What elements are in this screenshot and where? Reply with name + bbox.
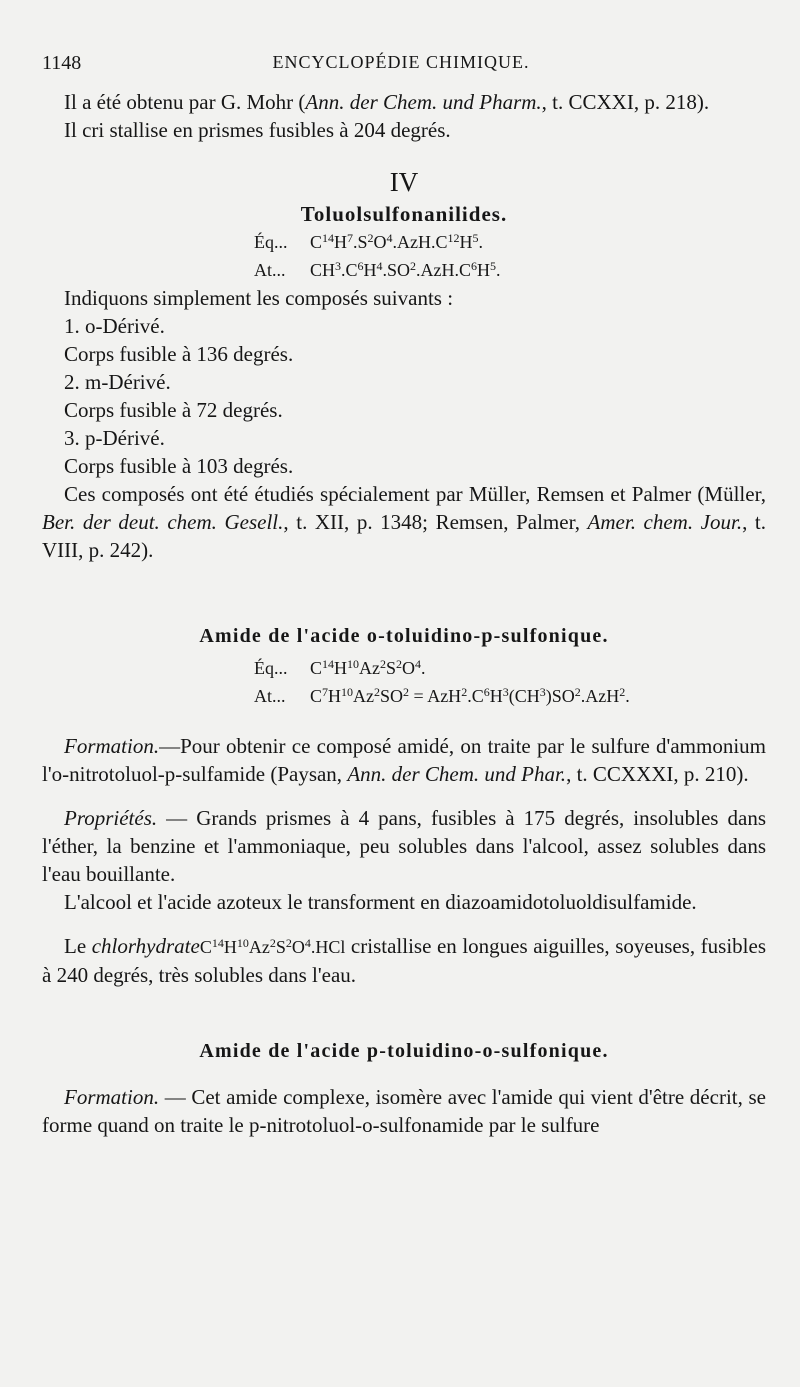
formula-superscript: 4 xyxy=(415,657,422,671)
text: , t. VIII, p. 242). xyxy=(42,510,766,562)
derivative-2: 2. m-Dérivé. xyxy=(64,370,171,394)
derivative-3-desc: Corps fusible à 103 degrés. xyxy=(64,454,294,478)
paragraph-formation-1 xyxy=(42,732,766,788)
formula-part: C xyxy=(310,686,323,706)
formula-superscript: 2 xyxy=(367,231,374,245)
formula-part: H xyxy=(328,686,342,706)
formula-eq-2 xyxy=(254,654,766,682)
formula-superscript: 7 xyxy=(347,231,354,245)
heading-o-toluidino: Amide de l'acide o-toluidino-p-sulfonique. xyxy=(199,625,609,647)
formula-part: SO xyxy=(380,686,404,706)
paragraph-mohr xyxy=(42,88,766,116)
formula-part: H xyxy=(489,686,503,706)
formula-part: Az xyxy=(248,937,270,957)
formula-text xyxy=(310,232,483,252)
formula-superscript: 6 xyxy=(471,259,478,273)
formula-superscript: 10 xyxy=(341,685,354,699)
paragraph-alcool: L'alcool et l'acide azoteux le transforment en diazoamidotoluoldisulfamide. xyxy=(64,890,697,914)
formula-superscript: 2 xyxy=(380,657,387,671)
paragraph-chlorhydrate xyxy=(42,932,766,989)
formula-part: H xyxy=(459,232,473,252)
formula-superscript: 2 xyxy=(396,657,403,671)
formula-superscript: 4 xyxy=(304,936,311,950)
formula-part: . xyxy=(496,260,501,280)
formula-part: . xyxy=(625,686,630,706)
formula-part: .C xyxy=(341,260,358,280)
formula-text xyxy=(310,260,501,280)
formula-superscript: 6 xyxy=(357,259,364,273)
text: — Cet amide complexe, isomère avec l'amide qui vient d'être décrit, se forme quand on traite le p-nitrotoluol-o-sulfonamide par le sulfure xyxy=(42,1085,766,1137)
text: cristallise en longues aiguilles, soyeuses, fusibles à 240 degrés, très solubles dans l'eau. xyxy=(42,934,766,987)
text: , t. CCXXXI, p. 210). xyxy=(566,762,749,786)
formula-part: H xyxy=(477,260,491,280)
term: chlorhydrate xyxy=(91,934,200,958)
formula-superscript: 10 xyxy=(347,657,360,671)
formula-superscript: 14 xyxy=(211,936,224,950)
formula-superscript: 2 xyxy=(619,685,626,699)
text: —Pour obtenir ce composé amidé, on traite par le sulfure d'ammonium l'o-nitrotoluol-p-sulfamide (Paysan, xyxy=(42,734,766,786)
formula-text xyxy=(200,937,346,957)
citation: Amer. chem. Jour. xyxy=(587,510,743,534)
formula-part: Az xyxy=(353,686,375,706)
derivative-2-desc: Corps fusible à 72 degrés. xyxy=(64,398,283,422)
label: Formation. xyxy=(64,1085,160,1109)
derivative-1: 1. o-Dérivé. xyxy=(64,314,165,338)
formula-part: = AzH xyxy=(409,686,462,706)
text: Ces composés ont été étudiés spécialement par Müller, Remsen et Palmer (Müller, xyxy=(64,482,766,506)
formula-part: Az xyxy=(359,658,381,678)
formula-label: At... xyxy=(254,686,286,706)
formula-superscript: 2 xyxy=(461,685,468,699)
formula-superscript: 2 xyxy=(269,936,276,950)
formula-superscript: 4 xyxy=(376,259,383,273)
formula-part: O xyxy=(291,937,305,957)
running-title: ENCYCLOPÉDIE CHIMIQUE. xyxy=(272,52,530,72)
section-number: IV xyxy=(389,167,419,197)
formula-superscript: 2 xyxy=(574,685,581,699)
derivative-1-desc: Corps fusible à 136 degrés. xyxy=(64,342,294,366)
derivative-3: 3. p-Dérivé. xyxy=(64,426,165,450)
formula-superscript: 2 xyxy=(403,685,410,699)
formula-eq xyxy=(254,228,766,256)
formula-label: Éq... xyxy=(254,232,288,252)
formula-text xyxy=(310,658,426,678)
formula-part: .S xyxy=(353,232,368,252)
formula-part: H xyxy=(334,658,348,678)
formula-superscript: 6 xyxy=(483,685,490,699)
formula-superscript: 12 xyxy=(447,231,460,245)
formula-part: O xyxy=(373,232,387,252)
text: , t. XII, p. 1348; Remsen, Palmer, xyxy=(283,510,588,534)
formula-text xyxy=(310,686,630,706)
formula-superscript: 7 xyxy=(322,685,329,699)
formula-part: S xyxy=(275,937,286,957)
label: Formation. xyxy=(64,734,160,758)
formula-superscript: 2 xyxy=(285,936,292,950)
formula-part: S xyxy=(386,658,397,678)
formula-part: C xyxy=(310,658,323,678)
text: Le xyxy=(64,934,92,958)
formula-superscript: 5 xyxy=(490,259,497,273)
formula-superscript: 3 xyxy=(539,685,546,699)
paragraph-formation-2 xyxy=(42,1083,766,1139)
formula-part: C xyxy=(199,937,212,957)
citation: Ber. der deut. chem. Gesell. xyxy=(42,510,284,534)
paragraph-indiquons: Indiquons simplement les composés suivants : xyxy=(64,286,454,310)
citation: Ann. der Chem. und Phar. xyxy=(347,762,567,786)
formula-part: CH xyxy=(310,260,336,280)
formula-part: .AzH xyxy=(580,686,620,706)
label: Propriétés. xyxy=(64,806,158,830)
formula-part: H xyxy=(334,232,348,252)
formula-part: .SO xyxy=(382,260,411,280)
text: , t. CCXXI, p. 218). xyxy=(541,90,710,114)
formula-part: .AzH.C xyxy=(416,260,472,280)
text: — Grands prismes à 4 pans, fusibles à 175 degrés, insolubles dans l'éther, la benzine et l'ammoniaque, peu solubles dans l'alcool, assez solubles dans l'eau bouillante. xyxy=(42,806,766,886)
formula-part: )SO xyxy=(545,686,575,706)
formula-label: At... xyxy=(254,260,286,280)
formula-superscript: 10 xyxy=(236,936,249,950)
formula-superscript: 3 xyxy=(335,259,342,273)
formula-part: .C xyxy=(467,686,484,706)
formula-superscript: 5 xyxy=(472,231,479,245)
formula-part: H xyxy=(223,937,237,957)
formula-part: O xyxy=(402,658,416,678)
formula-part: .AzH.C xyxy=(392,232,448,252)
page-number: 1148 xyxy=(42,52,82,74)
formula-part: . xyxy=(478,232,484,252)
running-header xyxy=(42,52,760,80)
formula-superscript: 2 xyxy=(410,259,417,273)
paragraph-proprietes xyxy=(42,804,766,888)
section-title: Toluolsulfonanilides. xyxy=(300,202,508,226)
formula-superscript: 2 xyxy=(374,685,381,699)
formula-part: (CH xyxy=(508,686,540,706)
formula-label: Éq... xyxy=(254,658,288,678)
formula-part: . xyxy=(421,658,426,678)
formula-superscript: 4 xyxy=(386,231,393,245)
formula-part: H xyxy=(363,260,377,280)
formula-superscript: 14 xyxy=(322,657,335,671)
formula-at-2 xyxy=(254,682,766,710)
heading-p-toluidino: Amide de l'acide p-toluidino-o-sulfonique. xyxy=(199,1040,609,1062)
paragraph-muller xyxy=(42,480,766,564)
page-body xyxy=(42,88,766,1139)
formula-superscript: 3 xyxy=(502,685,509,699)
formula-at xyxy=(254,256,766,284)
formula-part: .HCl xyxy=(310,937,346,957)
formula-part: C xyxy=(310,232,323,252)
formula-superscript: 14 xyxy=(322,231,335,245)
citation: Ann. der Chem. und Pharm. xyxy=(305,90,542,114)
paragraph-crystallise: Il cri stallise en prismes fusibles à 204 degrés. xyxy=(64,118,451,142)
text: Il a été obtenu par G. Mohr ( xyxy=(64,90,306,114)
